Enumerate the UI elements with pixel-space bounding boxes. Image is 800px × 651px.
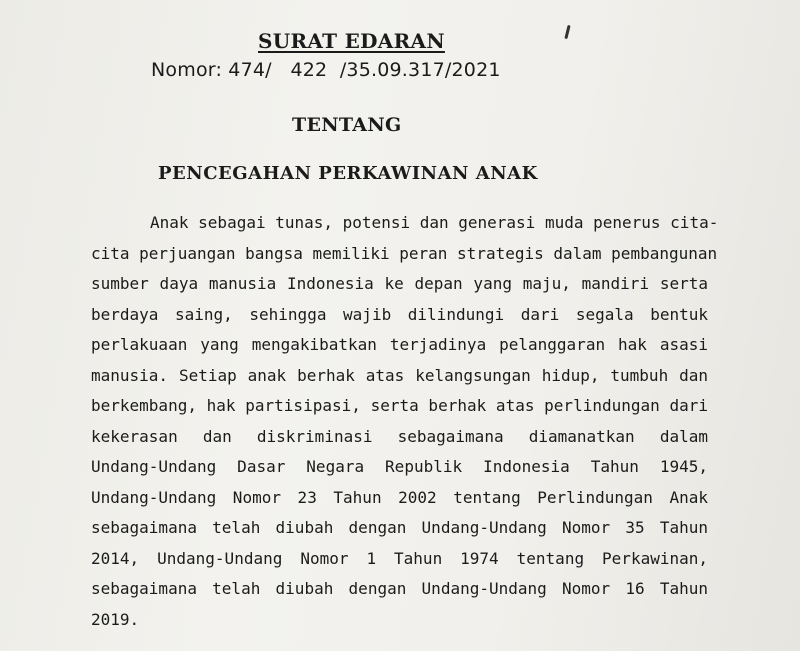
body-line: berdaya saing, sehingga wajib dilindungi dari segala bentuk <box>91 304 708 324</box>
body-line: 2019. <box>91 609 140 629</box>
body-paragraph <box>91 208 719 635</box>
body-line: sumber daya manusia Indonesia ke depan yang maju, mandiri serta <box>91 274 708 293</box>
body-line: cita perjuangan bangsa memiliki peran strategis dalam pembangunan <box>91 243 718 263</box>
document-subject: PENCEGAHAN PERKAWINAN ANAK <box>158 163 538 184</box>
body-line: berkembang, hak partisipasi, serta berhak atas perlindungan dari <box>91 396 708 415</box>
body-line: sebagaimana telah diubah dengan Undang-Undang Nomor 35 Tahun <box>91 518 708 537</box>
document-title: SURAT EDARAN <box>258 29 445 53</box>
document-number: Nomor: 474/ 422 /35.09.317/2021 <box>151 59 501 81</box>
about-label: TENTANG <box>292 114 402 136</box>
body-line: manusia. Setiap anak berhak atas kelangsungan hidup, tumbuh dan <box>91 365 708 385</box>
body-line: kekerasan dan diskriminasi sebagaimana diamanatkan dalam <box>91 426 708 446</box>
body-line: Anak sebagai tunas, potensi dan generasi muda penerus cita- <box>150 213 719 232</box>
body-line: Undang-Undang Dasar Negara Republik Indonesia Tahun 1945, <box>91 457 708 476</box>
body-line: Undang-Undang Nomor 23 Tahun 2002 tentang Perlindungan Anak <box>91 487 708 507</box>
body-line: 2014, Undang-Undang Nomor 1 Tahun 1974 tentang Perkawinan, <box>91 548 708 568</box>
pen-mark <box>564 25 570 39</box>
body-line: sebagaimana telah diubah dengan Undang-Undang Nomor 16 Tahun <box>91 579 708 598</box>
body-line: perlakuaan yang mengakibatkan terjadinya pelanggaran hak asasi <box>91 335 708 354</box>
